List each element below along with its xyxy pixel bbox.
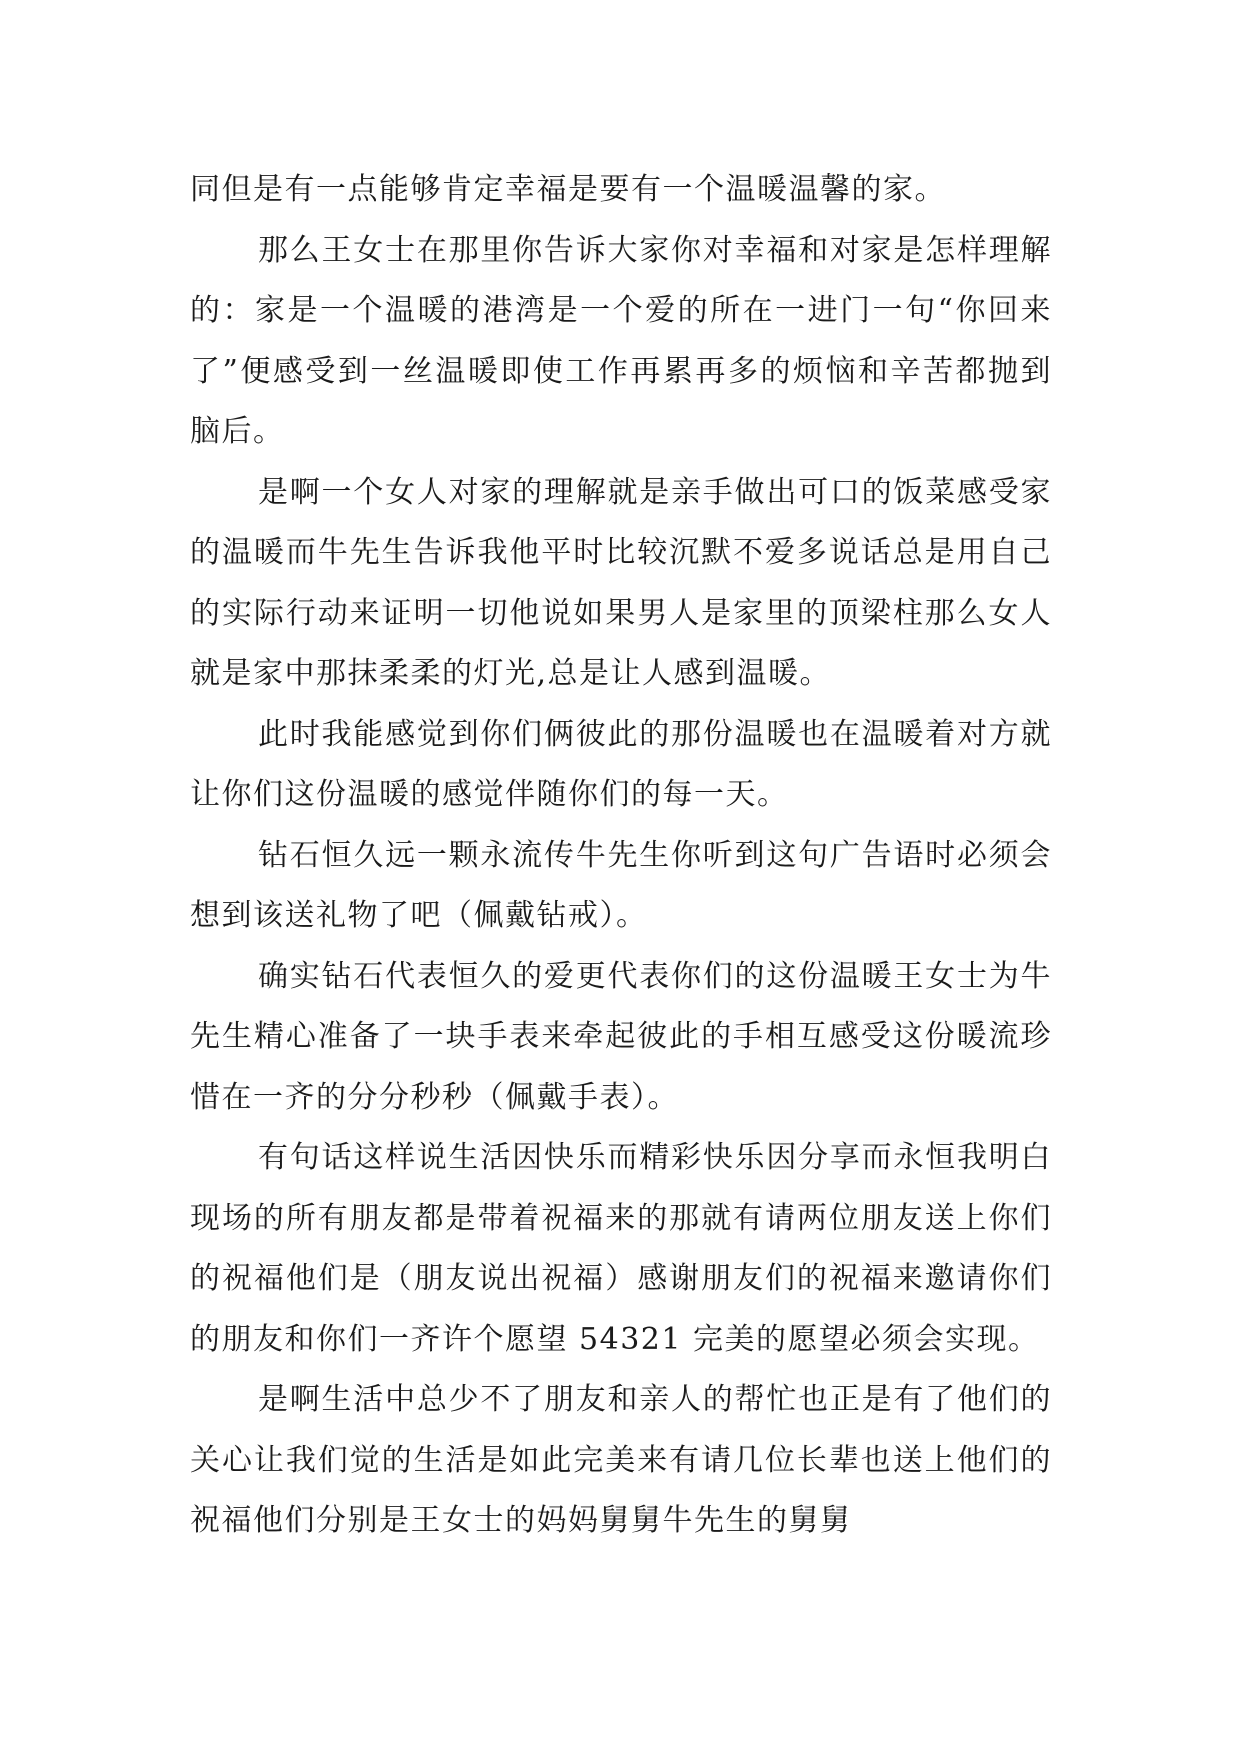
paragraph-6: 确实钻石代表恒久的爱更代表你们的这份温暖王女士为牛先生精心准备了一块手表来牵起彼此的手相互感受这份暖流珍惜在一齐的分分秒秒（佩戴手表）。 [190,958,1052,1115]
paragraph-5: 钻石恒久远一颗永流传牛先生你听到这句广告语时必须会想到该送礼物了吧（佩戴钻戒）。 [190,837,1052,933]
paragraph-4: 此时我能感觉到你们俩彼此的那份温暖也在温暖着对方就让你们这份温暖的感觉伴随你们的每一天。 [190,716,1052,812]
paragraph-7: 有句话这样说生活因快乐而精彩快乐因分享而永恒我明白现场的所有朋友都是带着祝福来的那就有请两位朋友送上你们的祝福他们是（朋友说出祝福）感谢朋友们的祝福来邀请你们的朋友和你们一齐许个愿望 54321 完美的愿望必须会实现。 [190,1140,1052,1357]
paragraph-1: 同但是有一点能够肯定幸福是要有一个温暖温馨的家。 [190,172,946,207]
paragraph-8: 是啊生活中总少不了朋友和亲人的帮忙也正是有了他们的关心让我们觉的生活是如此完美来有请几位长辈也送上他们的祝福他们分别是王女士的妈妈舅舅牛先生的舅舅 [190,1382,1052,1538]
document-body [190,160,1052,1552]
paragraph-3: 是啊一个女人对家的理解就是亲手做出可口的饭菜感受家的温暖而牛先生告诉我他平时比较沉默不爱多说话总是用自己的实际行动来证明一切他说如果男人是家里的顶梁柱那么女人就是家中那抹柔柔的灯光,总是让人感到温暖。 [190,474,1052,691]
paragraph-2: 那么王女士在那里你告诉大家你对幸福和对家是怎样理解的：家是一个温暖的港湾是一个爱的所在一进门一句“你回来了”便感受到一丝温暖即使工作再累再多的烦恼和辛苦都抛到脑后。 [190,232,1052,449]
